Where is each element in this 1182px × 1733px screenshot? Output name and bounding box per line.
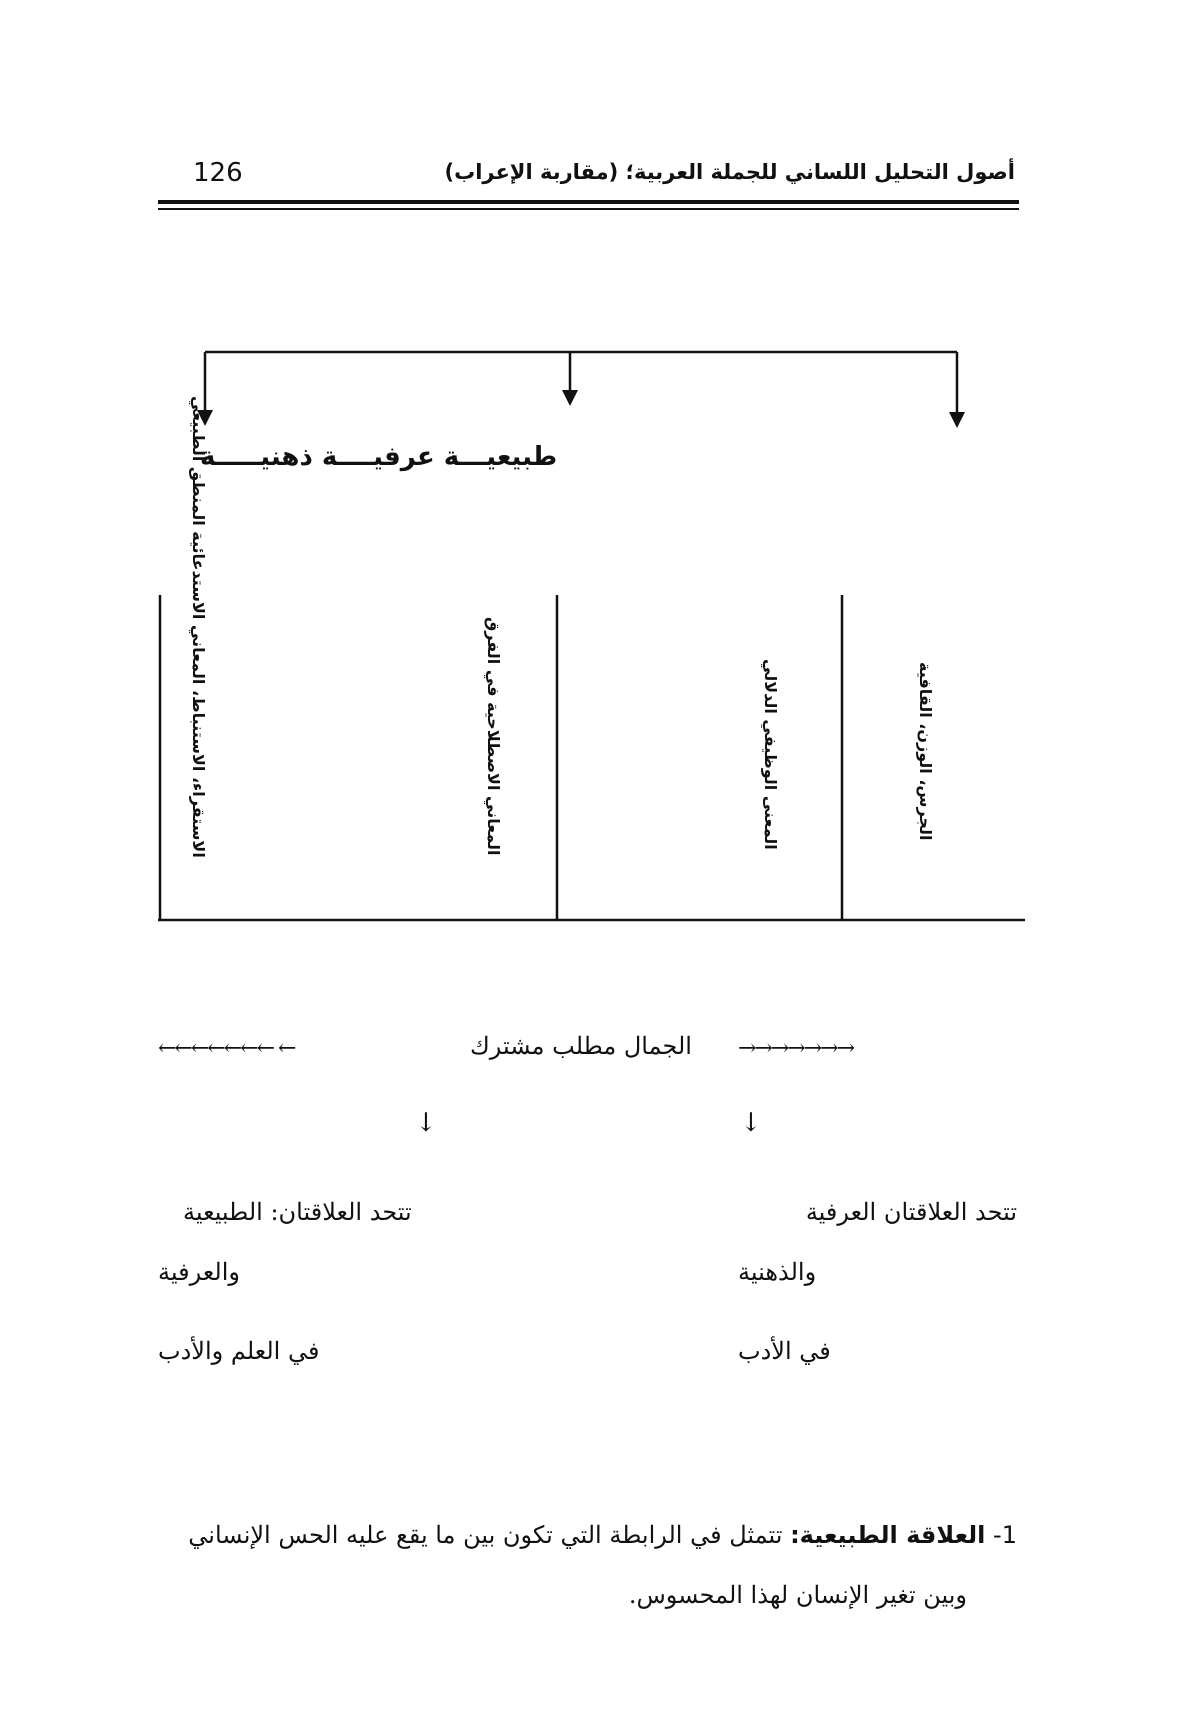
down-arrow-right: ↓ xyxy=(740,1108,762,1138)
body-paragraph xyxy=(157,1505,1017,1625)
column-text-reasoning-line1: الاستقراء، الاستنباط، المعاني xyxy=(189,625,208,858)
column-text-reasoning-line2: الاستدعائية المنطق الطبيعي xyxy=(189,396,208,620)
column-text-terminology: المعاني الاصطلاحية في الفرق xyxy=(484,616,503,855)
column-text-functional-meaning: المعنى الوظيفي الدلالي xyxy=(761,659,780,850)
right-arrows: →→→→→→→ xyxy=(738,1036,854,1061)
paragraph-line2-text: وبين تغير الإنسان لهذا المحسوس. xyxy=(628,1581,967,1609)
page-number: 126 xyxy=(193,158,243,188)
left-arrows: ←←←←←←← ← xyxy=(158,1036,295,1061)
category-label: طبيعيـــة عرفيــــة ذهنيـــــة xyxy=(200,442,558,472)
paragraph-term: العلاقة الطبيعية: xyxy=(790,1521,986,1549)
arrowhead-middle xyxy=(562,390,578,406)
right-relation-line2: والذهنية xyxy=(738,1258,817,1286)
down-arrow-left: ↓ xyxy=(415,1108,437,1138)
running-header-title: أصول التحليل اللساني للجملة العربية؛ (مقاربة الإعراب) xyxy=(444,160,1015,184)
column-text-reasoning xyxy=(183,396,213,858)
left-relation-line2: والعرفية xyxy=(158,1258,240,1286)
right-relation-line1: تتحد العلاقتان العرفية xyxy=(805,1198,1017,1226)
beauty-shared-text: الجمال مطلب مشترك xyxy=(470,1032,692,1060)
right-relation-line3: في الأدب xyxy=(738,1337,831,1365)
left-relation-line1: تتحد العلاقتان: الطبيعية xyxy=(183,1198,412,1226)
paragraph-line1-text: تتمثل في الرابطة التي تكون بين ما يقع عليه الحس الإنساني xyxy=(188,1521,783,1549)
column-text-sound: الجرس، الوزن، القافية xyxy=(916,661,935,840)
arrowhead-right xyxy=(949,412,965,428)
paragraph-number: 1- xyxy=(993,1521,1017,1549)
left-relation-line3: في العلم والأدب xyxy=(158,1337,320,1365)
